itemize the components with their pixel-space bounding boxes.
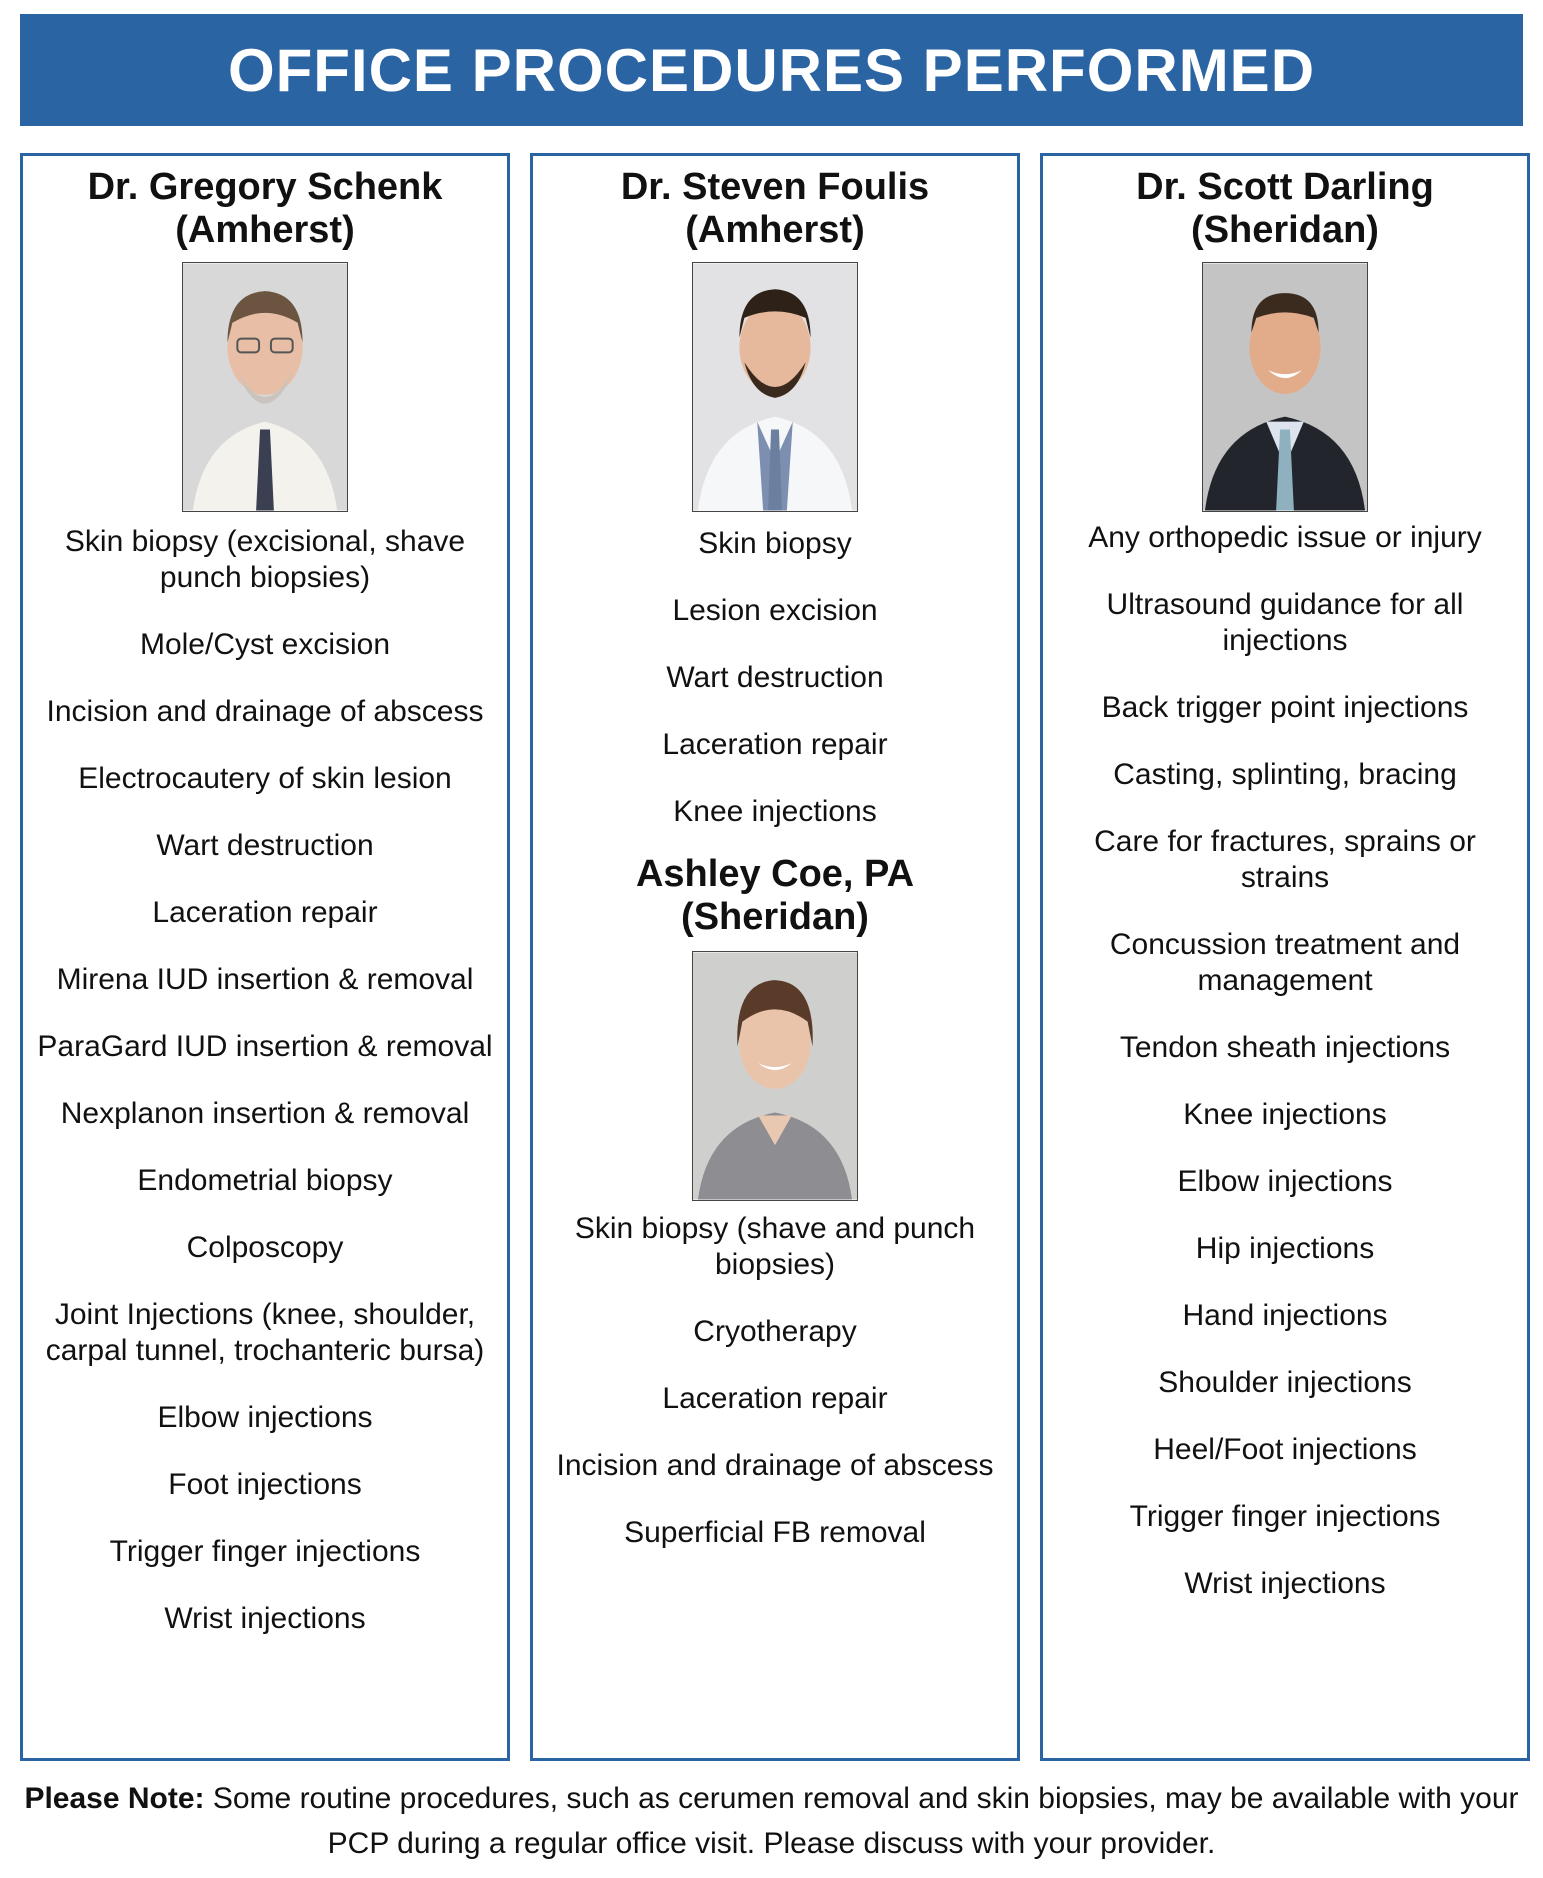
list-item: Skin biopsy (excisional, shave punch biopsies) [64, 525, 466, 594]
list-item: Laceration repair [152, 896, 378, 929]
provider-photo [692, 262, 858, 512]
list-item: Wrist injections [1184, 1567, 1386, 1600]
provider-name: Dr. Scott Darling [1136, 166, 1434, 208]
page-title: OFFICE PROCEDURES PERFORMED [227, 36, 1316, 104]
provider-column-darling [1040, 153, 1530, 1761]
list-item: Hip injections [1195, 1232, 1375, 1265]
list-item: Cryotherapy [693, 1315, 857, 1348]
note-text: Some routine procedures, such as cerumen removal and skin biopsies, may be available with your PCP during a regular office visit. Please discuss with your provider. [204, 1782, 1519, 1860]
list-item: Hand injections [1182, 1299, 1388, 1332]
list-item: Concussion treatment and management [1109, 928, 1461, 997]
provider-location: (Amherst) [175, 209, 355, 251]
provider-location: (Sheridan) [1191, 209, 1379, 251]
provider-location: (Sheridan) [681, 896, 869, 938]
list-item: Laceration repair [662, 728, 888, 761]
list-item: Colposcopy [186, 1231, 344, 1264]
list-item: Endometrial biopsy [137, 1164, 393, 1197]
list-item: Wart destruction [156, 829, 374, 862]
list-item: Electrocautery of skin lesion [78, 762, 452, 795]
procedure-list [533, 526, 1017, 830]
provider-header [533, 853, 1017, 939]
list-item: Care for fractures, sprains or strains [1094, 825, 1476, 894]
list-item: Trigger finger injections [109, 1535, 421, 1568]
list-item: Incision and drainage of abscess [556, 1449, 994, 1482]
list-item: Knee injections [673, 795, 877, 828]
provider-name: Dr. Steven Foulis [620, 166, 930, 208]
list-item: Casting, splinting, bracing [1113, 758, 1457, 791]
provider-column-foulis-coe [530, 153, 1020, 1761]
list-item: Skin biopsy (shave and punch biopsies) [574, 1212, 976, 1281]
list-item: Any orthopedic issue or injury [1088, 521, 1482, 554]
provider-photo [692, 951, 858, 1201]
provider-location: (Amherst) [685, 209, 865, 251]
list-item: Wart destruction [666, 661, 884, 694]
list-item: Superficial FB removal [624, 1516, 926, 1549]
procedure-list [1043, 520, 1527, 1602]
provider-photo-image [693, 263, 857, 511]
list-item: Elbow injections [157, 1401, 373, 1434]
list-item: Incision and drainage of abscess [46, 695, 484, 728]
provider-column-schenk [20, 153, 510, 1761]
list-item: Nexplanon insertion & removal [60, 1097, 470, 1130]
list-item: Foot injections [168, 1468, 362, 1501]
provider-name: Ashley Coe, PA [635, 853, 915, 895]
list-item: Knee injections [1183, 1098, 1387, 1131]
list-item: Wrist injections [164, 1602, 366, 1635]
list-item: Elbow injections [1177, 1165, 1393, 1198]
list-item: ParaGard IUD insertion & removal [37, 1030, 493, 1063]
list-item: Ultrasound guidance for all injections [1106, 588, 1464, 657]
list-item: Lesion excision [672, 594, 878, 627]
list-item: Heel/Foot injections [1153, 1433, 1417, 1466]
provider-header [1043, 166, 1527, 252]
provider-photo [182, 262, 348, 512]
list-item: Joint Injections (knee, shoulder, carpal tunnel, trochanteric bursa) [45, 1298, 485, 1367]
provider-header [533, 166, 1017, 252]
header-banner [20, 14, 1523, 126]
list-item: Laceration repair [662, 1382, 888, 1415]
list-item: Tendon sheath injections [1119, 1031, 1451, 1064]
footer-note [20, 1776, 1523, 1866]
list-item: Shoulder injections [1158, 1366, 1412, 1399]
provider-name: Dr. Gregory Schenk [87, 166, 443, 208]
list-item: Trigger finger injections [1129, 1500, 1441, 1533]
note-label: Please Note: [24, 1782, 205, 1815]
provider-photo-image [183, 263, 347, 511]
list-item: Mole/Cyst excision [139, 628, 391, 661]
provider-photo-image [1203, 263, 1367, 511]
provider-photo [1202, 262, 1368, 512]
list-item: Skin biopsy [698, 527, 852, 560]
list-item: Mirena IUD insertion & removal [56, 963, 474, 996]
provider-photo-image [693, 952, 857, 1200]
procedure-list [23, 524, 507, 1637]
procedure-list [533, 1211, 1017, 1551]
provider-header [23, 166, 507, 252]
list-item: Back trigger point injections [1101, 691, 1469, 724]
